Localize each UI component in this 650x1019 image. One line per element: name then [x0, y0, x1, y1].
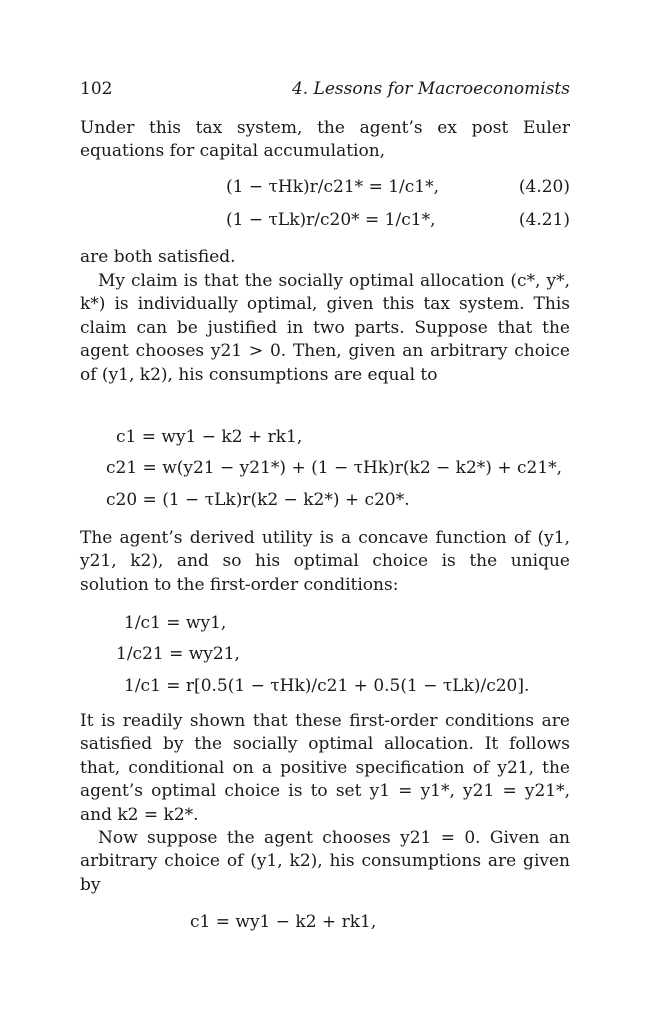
equation-number-4-20: (4.20): [518, 177, 570, 197]
chapter-title: 4. Lessons for Macroeconomists: [291, 79, 570, 99]
foc-equation-1: 1/c1 = wy1,: [124, 613, 227, 633]
paragraph-readily-shown: It is readily shown that these first-order conditions are satisfied by the socially optimal allocation. It follows that, conditional on a positive specification of y21, the agent’s optimal choice is to set y1 = y1*, y21 = y21*, and k2 = k2*.: [80, 711, 570, 825]
running-header: [80, 79, 570, 101]
consumption-equation-c21: c21 = w(y21 − y21*) + (1 − τHk)r(k2 − k2*) + c21*,: [106, 458, 563, 478]
consumption-equation-c1-repeat: c1 = wy1 − k2 + rk1,: [190, 912, 377, 932]
equation-number-4-21: (4.21): [518, 210, 570, 230]
paragraph-satisfied: are both satisfied.: [80, 247, 236, 267]
equation-4-20: (1 − τHk)r/c21* = 1/c1*,: [226, 177, 440, 197]
paragraph-claim: My claim is that the socially optimal allocation (c*, y*, k*) is individually optimal, given this tax system. This claim can be justified in two parts. Suppose that the agent chooses y21 > 0. Then, given an arbitrary choice of (y1, k2), his consumptions are equal to: [80, 271, 570, 385]
foc-equation-3: 1/c1 = r[0.5(1 − τHk)/c21 + 0.5(1 − τLk)/c20].: [124, 676, 530, 696]
paragraph-derived-utility: The agent’s derived utility is a concave function of (y1, y21, k2), and so his optimal choice is the unique solution to the first-order conditions:: [80, 528, 570, 595]
paragraph-euler-intro: Under this tax system, the agent’s ex post Euler equations for capital accumulation,: [80, 118, 570, 162]
page-number: 102: [80, 79, 113, 99]
consumption-equation-c1: c1 = wy1 − k2 + rk1,: [116, 427, 303, 447]
paragraph-now-suppose: Now suppose the agent chooses y21 = 0. Given an arbitrary choice of (y1, k2), his consumptions are given by: [80, 828, 570, 895]
equation-4-21: (1 − τLk)r/c20* = 1/c1*,: [226, 210, 436, 230]
foc-equation-2: 1/c21 = wy21,: [116, 644, 240, 664]
consumption-equation-c20: c20 = (1 − τLk)r(k2 − k2*) + c20*.: [106, 490, 410, 510]
